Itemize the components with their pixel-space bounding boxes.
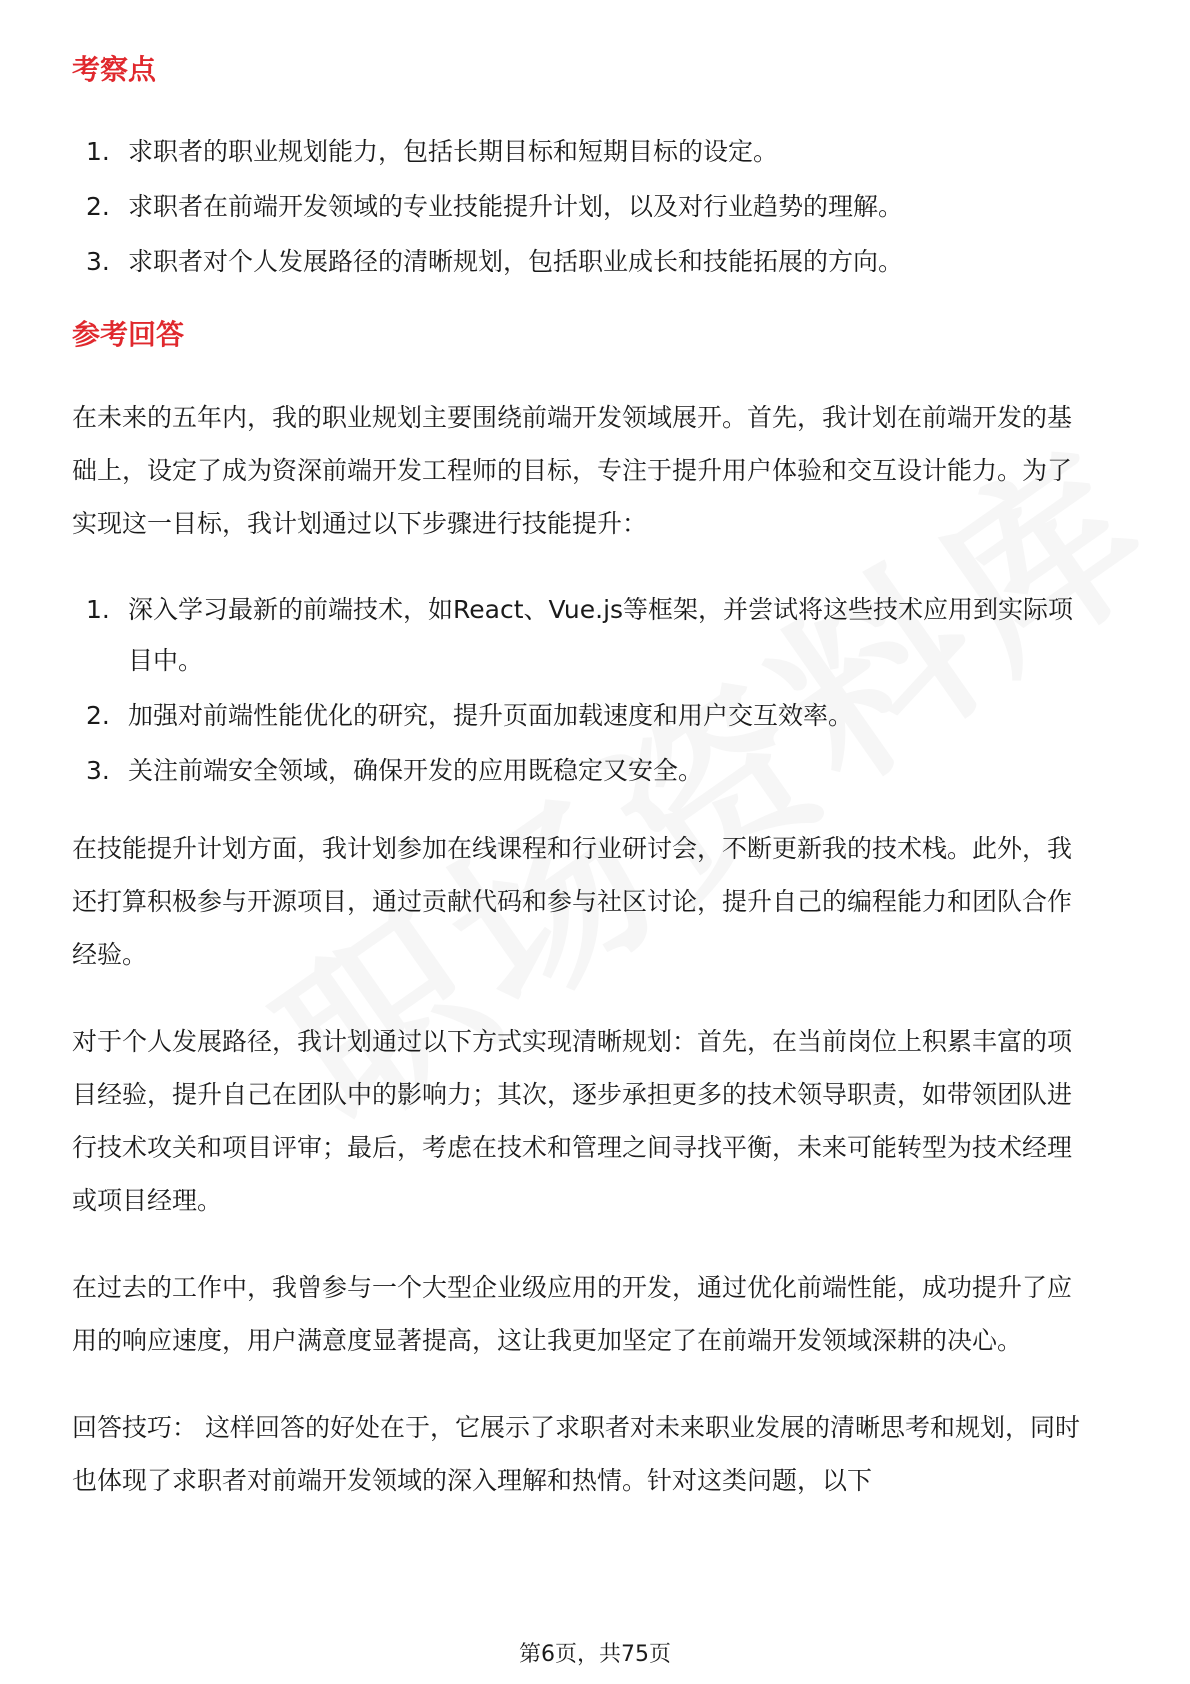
section-title-kaochadian: 考察点 <box>72 53 157 86</box>
list-text: 加强对前端性能优化的研究，提升页面加载速度和用户交互效率。 <box>128 701 854 730</box>
list-text: 求职者对个人发展路径的清晰规划，包括职业成长和技能拓展的方向。 <box>128 247 904 276</box>
list-number: 3. <box>86 247 110 276</box>
paragraph-experience: 在过去的工作中，我曾参与一个大型企业级应用的开发，通过优化前端性能，成功提升了应用的响应速度，用户满意度显著提高，这让我更加坚定了在前端开发领域深耕的决心。 <box>72 1273 1073 1355</box>
list-number: 1. <box>86 595 110 624</box>
list-text: 深入学习最新的前端技术，如React、Vue.js等框架，并尝试将这些技术应用到实际项目中。 <box>128 595 1074 675</box>
paragraph-path: 对于个人发展路径，我计划通过以下方式实现清晰规划：首先，在当前岗位上积累丰富的项目经验，提升自己在团队中的影响力；其次，逐步承担更多的技术领导职责，如带领团队进行技术攻关和项目评审；最后，考虑在技术和管理之间寻找平衡，未来可能转型为技术经理或项目经理。 <box>72 1027 1073 1215</box>
paragraph-skills: 在技能提升计划方面，我计划参加在线课程和行业研讨会，不断更新我的技术栈。此外，我还打算积极参与开源项目，通过贡献代码和参与社区讨论，提升自己的编程能力和团队合作经验。 <box>72 834 1073 969</box>
list-item <box>72 690 1080 741</box>
list-number: 2. <box>86 192 110 221</box>
steps-list <box>72 584 1080 796</box>
list-item <box>72 181 1080 232</box>
list-item <box>72 126 1080 177</box>
list-text: 求职者在前端开发领域的专业技能提升计划，以及对行业趋势的理解。 <box>128 192 904 221</box>
list-item <box>72 236 1080 287</box>
list-text: 关注前端安全领域，确保开发的应用既稳定又安全。 <box>128 756 704 785</box>
page-footer: 第6页，共75页 <box>519 1642 671 1667</box>
list-text: 求职者的职业规划能力，包括长期目标和短期目标的设定。 <box>128 137 779 166</box>
list-number: 1. <box>86 137 110 166</box>
section-title-cankao: 参考回答 <box>72 318 185 351</box>
list-item <box>72 584 1080 686</box>
list-item <box>72 745 1080 796</box>
paragraph-tips: 回答技巧： 这样回答的好处在于，它展示了求职者对未来职业发展的清晰思考和规划，同时也体现了求职者对前端开发领域的深入理解和热情。针对这类问题，以下 <box>72 1413 1080 1495</box>
list-number: 3. <box>86 756 110 785</box>
kaochadian-list <box>72 126 1080 287</box>
list-number: 2. <box>86 701 110 730</box>
paragraph-intro: 在未来的五年内，我的职业规划主要围绕前端开发领域展开。首先，我计划在前端开发的基础上，设定了成为资深前端开发工程师的目标，专注于提升用户体验和交互设计能力。为了实现这一目标，我计划通过以下步骤进行技能提升： <box>72 403 1073 538</box>
